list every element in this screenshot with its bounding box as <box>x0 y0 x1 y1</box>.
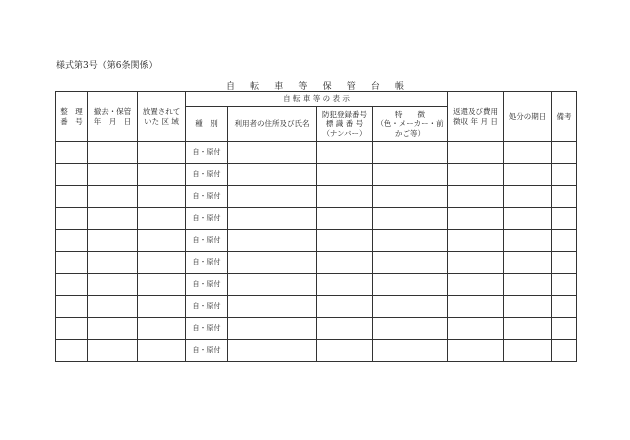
entry-cell[interactable] <box>552 318 577 340</box>
entry-cell[interactable] <box>138 230 186 252</box>
entry-cell[interactable] <box>228 142 317 164</box>
entry-cell[interactable] <box>504 296 552 318</box>
title-char: 台 <box>370 82 380 92</box>
table-row <box>56 186 577 208</box>
header-shubetsu: 種 別 <box>186 107 228 142</box>
header-bikou: 備考 <box>552 92 577 142</box>
header-line: 放置されて <box>142 107 181 117</box>
entry-cell[interactable] <box>228 208 317 230</box>
entry-cell[interactable] <box>504 164 552 186</box>
entry-cell[interactable] <box>317 208 373 230</box>
entry-cell[interactable] <box>373 340 448 362</box>
table-row <box>56 164 577 186</box>
ledger-body <box>56 142 577 362</box>
entry-cell[interactable] <box>448 296 504 318</box>
kind-cell[interactable]: 自・原付 <box>186 230 228 252</box>
title-char: 管 <box>346 82 356 92</box>
header-line: 標 識 番 号 <box>325 119 364 129</box>
kind-cell[interactable]: 自・原付 <box>186 318 228 340</box>
entry-cell[interactable] <box>317 340 373 362</box>
header-bicycle-display-group: 自 転 車 等 の 表 示 <box>186 92 448 107</box>
title-char: 等 <box>298 82 308 92</box>
entry-cell[interactable] <box>228 340 317 362</box>
title-char: 保 <box>322 82 332 92</box>
table-row <box>56 252 577 274</box>
entry-cell[interactable] <box>552 186 577 208</box>
entry-cell[interactable] <box>56 274 88 296</box>
entry-cell[interactable] <box>552 252 577 274</box>
header-line: 番 号 <box>60 116 83 126</box>
entry-cell[interactable] <box>373 230 448 252</box>
entry-cell[interactable] <box>56 208 88 230</box>
entry-cell[interactable] <box>373 296 448 318</box>
title-char: 転 <box>250 82 260 92</box>
entry-cell[interactable] <box>373 142 448 164</box>
entry-cell[interactable] <box>448 340 504 362</box>
entry-cell[interactable] <box>88 164 138 186</box>
entry-cell[interactable] <box>317 230 373 252</box>
entry-cell[interactable] <box>552 208 577 230</box>
table-row <box>56 274 577 296</box>
entry-cell[interactable] <box>138 142 186 164</box>
entry-cell[interactable] <box>228 296 317 318</box>
title-char: 車 <box>274 82 284 92</box>
entry-cell[interactable] <box>138 274 186 296</box>
entry-cell[interactable] <box>88 186 138 208</box>
entry-cell[interactable] <box>448 230 504 252</box>
header-features <box>373 107 448 142</box>
entry-cell[interactable] <box>317 186 373 208</box>
entry-cell[interactable] <box>228 274 317 296</box>
entry-cell[interactable] <box>448 142 504 164</box>
entry-cell[interactable] <box>317 274 373 296</box>
entry-cell[interactable] <box>504 252 552 274</box>
header-line: 撤去・保管 <box>93 107 132 117</box>
entry-cell[interactable] <box>317 142 373 164</box>
entry-cell[interactable] <box>56 296 88 318</box>
entry-cell[interactable] <box>317 296 373 318</box>
table-row <box>56 142 577 164</box>
entry-cell[interactable] <box>552 340 577 362</box>
header-line: 年 月 日 <box>93 116 132 126</box>
entry-cell[interactable] <box>138 208 186 230</box>
header-tekkyo-date <box>88 92 138 142</box>
entry-cell[interactable] <box>448 164 504 186</box>
kind-cell[interactable]: 自・原付 <box>186 252 228 274</box>
entry-cell[interactable] <box>552 142 577 164</box>
entry-cell[interactable] <box>552 274 577 296</box>
entry-cell[interactable] <box>88 318 138 340</box>
header-shobun-date: 処分の期日 <box>504 92 552 142</box>
header-line: （ナンバー） <box>322 128 367 138</box>
entry-cell[interactable] <box>88 208 138 230</box>
entry-cell[interactable] <box>56 252 88 274</box>
entry-cell[interactable] <box>56 142 88 164</box>
entry-cell[interactable] <box>88 142 138 164</box>
kind-cell[interactable]: 自・原付 <box>186 208 228 230</box>
entry-cell[interactable] <box>373 164 448 186</box>
header-houchi-area <box>138 92 186 142</box>
entry-cell[interactable] <box>56 164 88 186</box>
entry-cell[interactable] <box>317 252 373 274</box>
entry-cell[interactable] <box>228 252 317 274</box>
entry-cell[interactable] <box>448 318 504 340</box>
entry-cell[interactable] <box>88 340 138 362</box>
entry-cell[interactable] <box>448 186 504 208</box>
header-line: 返還及び費用 <box>453 107 498 117</box>
entry-cell[interactable] <box>138 340 186 362</box>
table-row <box>56 340 577 362</box>
entry-cell[interactable] <box>56 318 88 340</box>
title-char: 帳 <box>394 82 404 92</box>
entry-cell[interactable] <box>56 186 88 208</box>
entry-cell[interactable] <box>138 186 186 208</box>
entry-cell[interactable] <box>88 296 138 318</box>
header-line: 防犯登録番号 <box>322 109 367 119</box>
entry-cell[interactable] <box>504 230 552 252</box>
entry-cell[interactable] <box>448 208 504 230</box>
header-line: いた 区 域 <box>144 116 179 126</box>
entry-cell[interactable] <box>552 164 577 186</box>
entry-cell[interactable] <box>56 230 88 252</box>
entry-cell[interactable] <box>317 318 373 340</box>
entry-cell[interactable] <box>373 252 448 274</box>
entry-cell[interactable] <box>56 340 88 362</box>
table-row <box>56 318 577 340</box>
entry-cell[interactable] <box>228 186 317 208</box>
entry-cell[interactable] <box>448 252 504 274</box>
entry-cell[interactable] <box>552 296 577 318</box>
table-row <box>56 208 577 230</box>
kind-cell[interactable]: 自・原付 <box>186 274 228 296</box>
header-user-address-name: 利用者の住所及び氏名 <box>228 107 317 142</box>
entry-cell[interactable] <box>373 274 448 296</box>
kind-cell[interactable]: 自・原付 <box>186 142 228 164</box>
table-row <box>56 230 577 252</box>
entry-cell[interactable] <box>88 252 138 274</box>
entry-cell[interactable] <box>138 318 186 340</box>
entry-cell[interactable] <box>138 252 186 274</box>
entry-cell[interactable] <box>504 274 552 296</box>
kind-cell[interactable]: 自・原付 <box>186 186 228 208</box>
entry-cell[interactable] <box>317 164 373 186</box>
header-seiri-bangou <box>56 92 88 142</box>
header-crime-prevention-number <box>317 107 373 142</box>
entry-cell[interactable] <box>138 296 186 318</box>
entry-cell[interactable] <box>373 186 448 208</box>
entry-cell[interactable] <box>228 318 317 340</box>
entry-cell[interactable] <box>373 208 448 230</box>
entry-cell[interactable] <box>88 230 138 252</box>
header-line: 特 徴 <box>395 109 425 119</box>
title-char: 自 <box>226 82 236 92</box>
kind-cell[interactable]: 自・原付 <box>186 340 228 362</box>
header-line: かご等） <box>395 128 425 138</box>
entry-cell[interactable] <box>448 274 504 296</box>
entry-cell[interactable] <box>504 186 552 208</box>
entry-cell[interactable] <box>88 274 138 296</box>
entry-cell[interactable] <box>504 142 552 164</box>
header-line: （色・メーカー・前 <box>376 119 444 129</box>
entry-cell[interactable] <box>228 164 317 186</box>
kind-cell[interactable]: 自・原付 <box>186 296 228 318</box>
entry-cell[interactable] <box>504 208 552 230</box>
entry-cell[interactable] <box>138 164 186 186</box>
entry-cell[interactable] <box>504 318 552 340</box>
table-row <box>56 296 577 318</box>
entry-cell[interactable] <box>373 318 448 340</box>
form-number-label: 様式第3号（第6条関係） <box>56 61 158 71</box>
header-henkan-date <box>448 92 504 142</box>
entry-cell[interactable] <box>552 230 577 252</box>
entry-cell[interactable] <box>504 340 552 362</box>
header-line: 整 理 <box>60 107 83 117</box>
kind-cell[interactable]: 自・原付 <box>186 164 228 186</box>
entry-cell[interactable] <box>228 230 317 252</box>
bicycle-storage-ledger-table <box>55 91 577 362</box>
header-line: 徴収 年 月 日 <box>453 116 498 126</box>
